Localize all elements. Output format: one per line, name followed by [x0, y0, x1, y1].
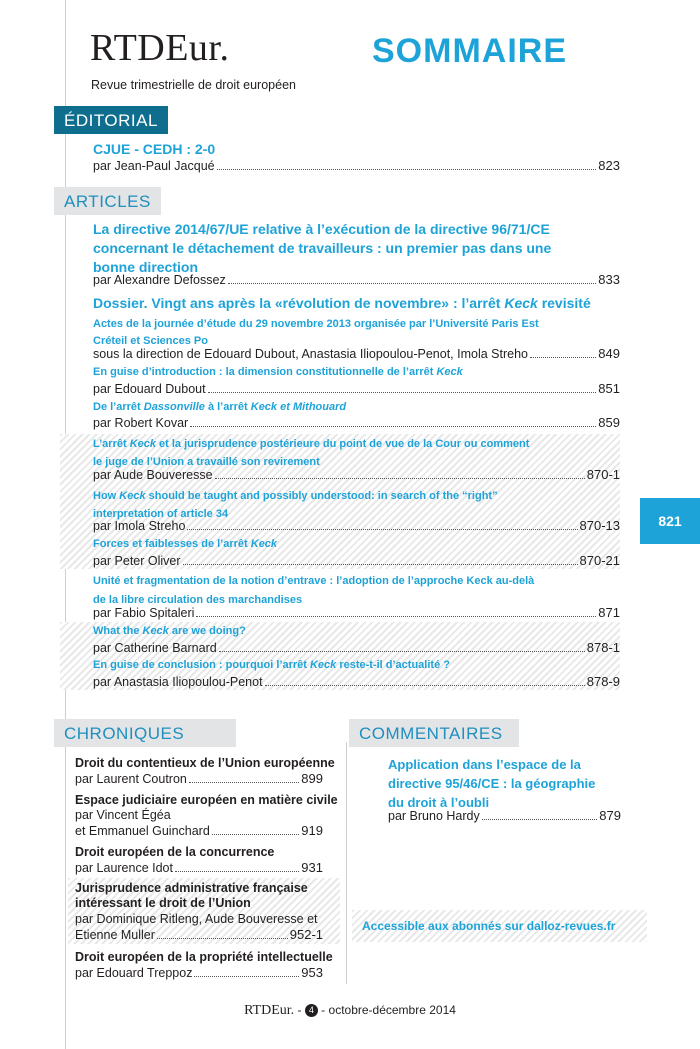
- chronique-title[interactable]: Jurisprudence administrative française intéressant le droit de l’Union: [75, 881, 308, 910]
- contribution-title[interactable]: Forces et faiblesses de l’arrêt Keck: [93, 538, 278, 550]
- section-chroniques-heading: CHRONIQUES: [54, 719, 236, 747]
- chronique-author: par Vincent Égéa: [75, 808, 171, 822]
- contribution-entry: par Edouard Dubout 851: [93, 381, 620, 396]
- journal-logo: RTDEur.: [90, 27, 230, 69]
- chronique-entry: par Laurence Idot 931: [75, 860, 323, 875]
- footer-period: octobre-décembre 2014: [328, 1003, 456, 1017]
- chronique-entry: par Edouard Treppoz 953: [75, 965, 323, 980]
- section-editorial-heading: ÉDITORIAL: [54, 106, 168, 134]
- editorial-author: par Jean-Paul Jacqué: [93, 159, 215, 173]
- section-articles-heading: ARTICLES: [54, 187, 161, 215]
- chronique-title[interactable]: Droit du contentieux de l’Union européenne: [75, 756, 335, 770]
- commentaire-title[interactable]: Application dans l’espace de la directive 95/46/CE : la géographie du droit à l’oubli: [388, 757, 596, 810]
- contribution-title[interactable]: De l’arrêt Dassonville à l’arrêt Keck et Mithouard: [93, 401, 347, 413]
- dot-leader: [530, 356, 596, 358]
- chronique-author: par Dominique Ritleng, Aude Bouveresse et: [75, 912, 318, 926]
- dossier-entry: [93, 346, 620, 361]
- issue-number: 4: [305, 1004, 318, 1017]
- dossier-subtitle: Actes de la journée d’étude du 29 novembre 2013 organisée par l’Université Paris Est Créteil et Sciences Po: [93, 318, 539, 347]
- chronique-title[interactable]: Espace judiciaire européen en matière civile: [75, 793, 338, 807]
- page-footer: RTDEur. - 4 - octobre-décembre 2014: [244, 1003, 456, 1018]
- chronique-title[interactable]: Droit européen de la propriété intellectuelle: [75, 950, 333, 964]
- editorial-entry[interactable]: [93, 158, 620, 173]
- article-page: 833: [598, 272, 620, 287]
- contribution-entry: par Anastasia Iliopoulou-Penot 878-9: [93, 674, 620, 689]
- section-commentaires-heading: COMMENTAIRES: [349, 719, 519, 747]
- chronique-title[interactable]: Droit européen de la concurrence: [75, 845, 275, 859]
- page-number-tab: 821: [640, 498, 700, 544]
- chronique-entry: Etienne Muller 952-1: [75, 927, 323, 942]
- editorial-page: 823: [598, 158, 620, 173]
- contribution-entry: par Robert Kovar 859: [93, 415, 620, 430]
- contribution-title[interactable]: Unité et fragmentation de la notion d’entrave : l’adoption de l’approche Keck au-delà de la libre circulation des marchandises: [93, 575, 535, 606]
- dot-leader: [228, 282, 597, 284]
- dossier-editors: sous la direction de Edouard Dubout, Anastasia Iliopoulou-Penot, Imola Streho: [93, 347, 528, 361]
- chronique-entry: par Laurent Coutron 899: [75, 771, 323, 786]
- page-title: SOMMAIRE: [372, 32, 567, 70]
- chronique-entry: et Emmanuel Guinchard 919: [75, 823, 323, 838]
- footer-brand: RTDEur.: [244, 1003, 295, 1018]
- dot-leader: [217, 168, 597, 170]
- contribution-title[interactable]: L’arrêt Keck et la jurisprudence postérieure du point de vue de la Cour ou comment le juge de l’Union a travaillé son revirement: [93, 438, 530, 468]
- contribution-title[interactable]: How Keck should be taught and possibly understood: in search of the “right” interpretation of article 34: [93, 490, 498, 520]
- editorial-title[interactable]: CJUE - CEDH : 2-0: [93, 141, 216, 157]
- contribution-entry: par Imola Streho 870-13: [93, 518, 620, 533]
- access-note[interactable]: Accessible aux abonnés sur dalloz-revues.fr: [362, 919, 616, 933]
- dossier-title[interactable]: Dossier. Vingt ans après la «révolution de novembre» : l’arrêt Keck revisité: [93, 295, 591, 311]
- article-title-detachement[interactable]: La directive 2014/67/UE relative à l’exécution de la directive 96/71/CE concernant le détachement de travailleurs : un premier pas dans une bonne direction: [93, 221, 552, 275]
- contribution-title[interactable]: En guise de conclusion : pourquoi l’arrêt Keck reste-t-il d’actualité ?: [93, 659, 450, 671]
- journal-subtitle: Revue trimestrielle de droit européen: [91, 78, 296, 92]
- article-entry: [93, 272, 620, 287]
- contribution-entry: par Aude Bouveresse 870-1: [93, 467, 620, 482]
- article-author: par Alexandre Defossez: [93, 273, 226, 287]
- contribution-entry: par Fabio Spitaleri 871: [93, 605, 620, 620]
- contribution-entry: par Catherine Barnard 878-1: [93, 640, 620, 655]
- contribution-entry: par Peter Oliver 870-21: [93, 553, 620, 568]
- contribution-title[interactable]: En guise d’introduction : la dimension constitutionnelle de l’arrêt Keck: [93, 366, 463, 378]
- commentaire-entry: par Bruno Hardy 879: [388, 808, 621, 823]
- column-divider: [346, 742, 347, 984]
- dossier-page: 849: [598, 346, 620, 361]
- contribution-title[interactable]: What the Keck are we doing?: [93, 625, 246, 637]
